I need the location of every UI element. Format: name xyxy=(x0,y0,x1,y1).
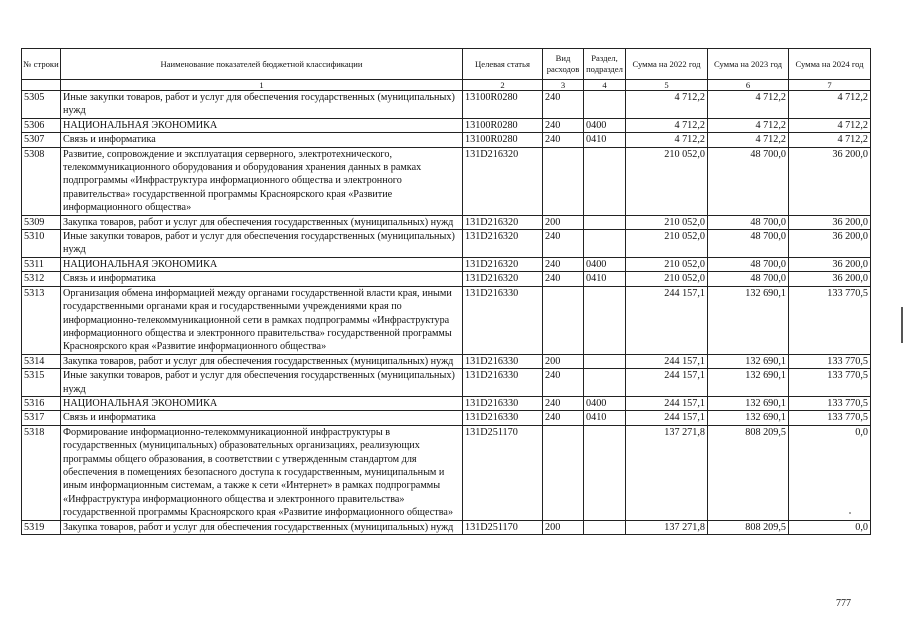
row-razdel-cell: 0400 xyxy=(584,257,626,271)
row-sum-2022-cell: 137 271,8 xyxy=(626,425,708,520)
row-sum-2022-cell: 210 052,0 xyxy=(626,147,708,215)
row-number-cell: 5306 xyxy=(22,118,61,132)
table-row xyxy=(22,91,871,119)
row-sum-2023-cell: 808 209,5 xyxy=(708,520,789,534)
row-sum-2022-cell: 244 157,1 xyxy=(626,369,708,397)
row-razdel-cell xyxy=(584,215,626,229)
row-sum-2024-cell: 133 770,5 xyxy=(789,354,871,368)
colnum-3: 3 xyxy=(543,80,584,91)
row-sum-2022-cell: 210 052,0 xyxy=(626,272,708,286)
table-row xyxy=(22,133,871,147)
table-row xyxy=(22,272,871,286)
row-sum-2022-cell: 210 052,0 xyxy=(626,230,708,258)
row-number-cell: 5307 xyxy=(22,133,61,147)
row-vid-cell: 240 xyxy=(543,257,584,271)
row-target-code-cell: 131D216330 xyxy=(463,354,543,368)
row-sum-2024-cell: 133 770,5 xyxy=(789,411,871,425)
scan-speck xyxy=(849,512,851,514)
header-sum-2022: Сумма на 2022 год xyxy=(626,49,708,80)
row-vid-cell xyxy=(543,425,584,520)
table-row xyxy=(22,425,871,520)
row-sum-2022-cell: 4 712,2 xyxy=(626,91,708,119)
row-number-cell: 5310 xyxy=(22,230,61,258)
row-sum-2024-cell: 133 770,5 xyxy=(789,286,871,354)
column-number-row xyxy=(22,80,871,91)
table-row xyxy=(22,230,871,258)
header-row-no: № строки xyxy=(22,49,61,80)
row-sum-2023-cell: 4 712,2 xyxy=(708,118,789,132)
row-number-cell: 5319 xyxy=(22,520,61,534)
row-vid-cell xyxy=(543,147,584,215)
colnum-2: 2 xyxy=(463,80,543,91)
table-row xyxy=(22,257,871,271)
row-sum-2023-cell: 132 690,1 xyxy=(708,369,789,397)
row-sum-2024-cell: 0,0 xyxy=(789,425,871,520)
row-vid-cell: 200 xyxy=(543,354,584,368)
row-sum-2022-cell: 4 712,2 xyxy=(626,118,708,132)
colnum-4: 4 xyxy=(584,80,626,91)
header-sum-2024: Сумма на 2024 год xyxy=(789,49,871,80)
row-name-cell: Закупка товаров, работ и услуг для обеспечения государственных (муниципальных) нужд xyxy=(61,520,463,534)
row-sum-2023-cell: 48 700,0 xyxy=(708,215,789,229)
table-row xyxy=(22,354,871,368)
row-sum-2023-cell: 4 712,2 xyxy=(708,133,789,147)
row-razdel-cell: 0410 xyxy=(584,272,626,286)
row-number-cell: 5315 xyxy=(22,369,61,397)
row-target-code-cell: 131D251170 xyxy=(463,425,543,520)
row-sum-2023-cell: 48 700,0 xyxy=(708,147,789,215)
row-vid-cell: 240 xyxy=(543,396,584,410)
row-vid-cell: 240 xyxy=(543,411,584,425)
row-sum-2023-cell: 48 700,0 xyxy=(708,272,789,286)
row-number-cell: 5316 xyxy=(22,396,61,410)
row-sum-2023-cell: 132 690,1 xyxy=(708,396,789,410)
row-target-code-cell: 131D216330 xyxy=(463,396,543,410)
row-target-code-cell: 131D216330 xyxy=(463,286,543,354)
row-razdel-cell xyxy=(584,425,626,520)
row-name-cell: Развитие, сопровождение и эксплуатация серверного, электротехнического, телекоммуникационного оборудования и оборудования хранения данных в рамках подпрограммы «Инфраструктура информационного общества и электронного правительства» государственной программы Красноярского края «Развитие информационного общества» xyxy=(61,147,463,215)
row-sum-2024-cell: 133 770,5 xyxy=(789,396,871,410)
row-target-code-cell: 131D216320 xyxy=(463,230,543,258)
row-razdel-cell: 0410 xyxy=(584,411,626,425)
table-row xyxy=(22,147,871,215)
header-razdel: Раздел, подраздел xyxy=(584,49,626,80)
row-name-cell: Связь и информатика xyxy=(61,133,463,147)
colnum-0 xyxy=(22,80,61,91)
row-vid-cell xyxy=(543,286,584,354)
row-vid-cell: 200 xyxy=(543,215,584,229)
row-sum-2024-cell: 4 712,2 xyxy=(789,133,871,147)
row-number-cell: 5311 xyxy=(22,257,61,271)
row-sum-2022-cell: 210 052,0 xyxy=(626,257,708,271)
row-vid-cell: 240 xyxy=(543,369,584,397)
row-sum-2023-cell: 132 690,1 xyxy=(708,286,789,354)
row-sum-2024-cell: 36 200,0 xyxy=(789,147,871,215)
row-vid-cell: 240 xyxy=(543,230,584,258)
row-sum-2024-cell: 133 770,5 xyxy=(789,369,871,397)
row-sum-2024-cell: 4 712,2 xyxy=(789,91,871,119)
row-number-cell: 5318 xyxy=(22,425,61,520)
row-number-cell: 5312 xyxy=(22,272,61,286)
row-razdel-cell: 0400 xyxy=(584,118,626,132)
header-target: Целевая статья xyxy=(463,49,543,80)
header-sum-2023: Сумма на 2023 год xyxy=(708,49,789,80)
row-sum-2022-cell: 210 052,0 xyxy=(626,215,708,229)
row-sum-2022-cell: 244 157,1 xyxy=(626,286,708,354)
table-row xyxy=(22,396,871,410)
row-number-cell: 5317 xyxy=(22,411,61,425)
row-sum-2022-cell: 244 157,1 xyxy=(626,396,708,410)
table-row xyxy=(22,118,871,132)
row-razdel-cell xyxy=(584,147,626,215)
row-razdel-cell xyxy=(584,354,626,368)
row-sum-2024-cell: 4 712,2 xyxy=(789,118,871,132)
colnum-6: 6 xyxy=(708,80,789,91)
row-razdel-cell xyxy=(584,286,626,354)
row-sum-2023-cell: 132 690,1 xyxy=(708,354,789,368)
row-target-code-cell: 131D216320 xyxy=(463,215,543,229)
budget-page xyxy=(21,48,870,535)
row-sum-2023-cell: 48 700,0 xyxy=(708,257,789,271)
row-target-code-cell: 131D216320 xyxy=(463,272,543,286)
header-row xyxy=(22,49,871,80)
table-row xyxy=(22,520,871,534)
colnum-7: 7 xyxy=(789,80,871,91)
row-target-code-cell: 131D216320 xyxy=(463,147,543,215)
table-row xyxy=(22,286,871,354)
page-number: 777 xyxy=(836,598,851,609)
header-name: Наименование показателей бюджетной классификации xyxy=(61,49,463,80)
row-sum-2024-cell: 36 200,0 xyxy=(789,257,871,271)
row-sum-2024-cell: 0,0 xyxy=(789,520,871,534)
colnum-5: 5 xyxy=(626,80,708,91)
row-target-code-cell: 13100R0280 xyxy=(463,133,543,147)
row-number-cell: 5313 xyxy=(22,286,61,354)
row-name-cell: Иные закупки товаров, работ и услуг для обеспечения государственных (муниципальных) нужд xyxy=(61,369,463,397)
row-sum-2024-cell: 36 200,0 xyxy=(789,215,871,229)
row-vid-cell: 240 xyxy=(543,133,584,147)
row-razdel-cell xyxy=(584,520,626,534)
row-sum-2022-cell: 244 157,1 xyxy=(626,411,708,425)
table-row xyxy=(22,411,871,425)
row-razdel-cell xyxy=(584,91,626,119)
scan-edge-mark xyxy=(901,307,903,343)
row-number-cell: 5305 xyxy=(22,91,61,119)
row-target-code-cell: 131D216330 xyxy=(463,369,543,397)
row-name-cell: НАЦИОНАЛЬНАЯ ЭКОНОМИКА xyxy=(61,257,463,271)
row-sum-2023-cell: 132 690,1 xyxy=(708,411,789,425)
row-target-code-cell: 131D216330 xyxy=(463,411,543,425)
row-sum-2024-cell: 36 200,0 xyxy=(789,272,871,286)
row-name-cell: Закупка товаров, работ и услуг для обеспечения государственных (муниципальных) нужд xyxy=(61,354,463,368)
row-razdel-cell: 0410 xyxy=(584,133,626,147)
row-number-cell: 5309 xyxy=(22,215,61,229)
budget-table-body xyxy=(22,91,871,535)
row-sum-2022-cell: 4 712,2 xyxy=(626,133,708,147)
table-row xyxy=(22,369,871,397)
row-vid-cell: 240 xyxy=(543,91,584,119)
row-target-code-cell: 13100R0280 xyxy=(463,91,543,119)
row-vid-cell: 240 xyxy=(543,118,584,132)
row-sum-2023-cell: 48 700,0 xyxy=(708,230,789,258)
row-name-cell: Связь и информатика xyxy=(61,272,463,286)
header-vid: Вид расходов xyxy=(543,49,584,80)
row-target-code-cell: 131D251170 xyxy=(463,520,543,534)
row-target-code-cell: 13100R0280 xyxy=(463,118,543,132)
row-razdel-cell: 0400 xyxy=(584,396,626,410)
row-sum-2024-cell: 36 200,0 xyxy=(789,230,871,258)
row-razdel-cell xyxy=(584,230,626,258)
row-name-cell: Связь и информатика xyxy=(61,411,463,425)
row-sum-2022-cell: 137 271,8 xyxy=(626,520,708,534)
row-name-cell: НАЦИОНАЛЬНАЯ ЭКОНОМИКА xyxy=(61,118,463,132)
row-name-cell: Иные закупки товаров, работ и услуг для обеспечения государственных (муниципальных) нужд xyxy=(61,230,463,258)
row-name-cell: Иные закупки товаров, работ и услуг для обеспечения государственных (муниципальных) нужд xyxy=(61,91,463,119)
row-name-cell: НАЦИОНАЛЬНАЯ ЭКОНОМИКА xyxy=(61,396,463,410)
row-name-cell: Закупка товаров, работ и услуг для обеспечения государственных (муниципальных) нужд xyxy=(61,215,463,229)
row-razdel-cell xyxy=(584,369,626,397)
colnum-1: 1 xyxy=(61,80,463,91)
row-sum-2022-cell: 244 157,1 xyxy=(626,354,708,368)
row-sum-2023-cell: 4 712,2 xyxy=(708,91,789,119)
row-number-cell: 5314 xyxy=(22,354,61,368)
budget-table xyxy=(21,48,871,535)
row-sum-2023-cell: 808 209,5 xyxy=(708,425,789,520)
row-vid-cell: 200 xyxy=(543,520,584,534)
row-number-cell: 5308 xyxy=(22,147,61,215)
row-name-cell: Формирование информационно-телекоммуникационной инфраструктуры в государственных (муниципальных) образовательных организациях, реализующих программы общего образования, в соответствии с утвержденным стандартом для обеспечения в помещениях безопасного доступа к государственным, муниципальным и иным информационным системам, а также к сети «Интернет» в рамках подпрограммы «Инфраструктура информационного общества и электронного правительства» государственной программы Красноярского края «Развитие информационного общества» xyxy=(61,425,463,520)
row-target-code-cell: 131D216320 xyxy=(463,257,543,271)
row-name-cell: Организация обмена информацией между органами государственной власти края, иными государственными органами края и государственными учреждениями края по информационно-телекоммуникационной сети в рамках подпрограммы «Инфраструктура информационного общества и электронного правительства» государственной программы Красноярского края «Развитие информационного общества» xyxy=(61,286,463,354)
table-row xyxy=(22,215,871,229)
row-vid-cell: 240 xyxy=(543,272,584,286)
